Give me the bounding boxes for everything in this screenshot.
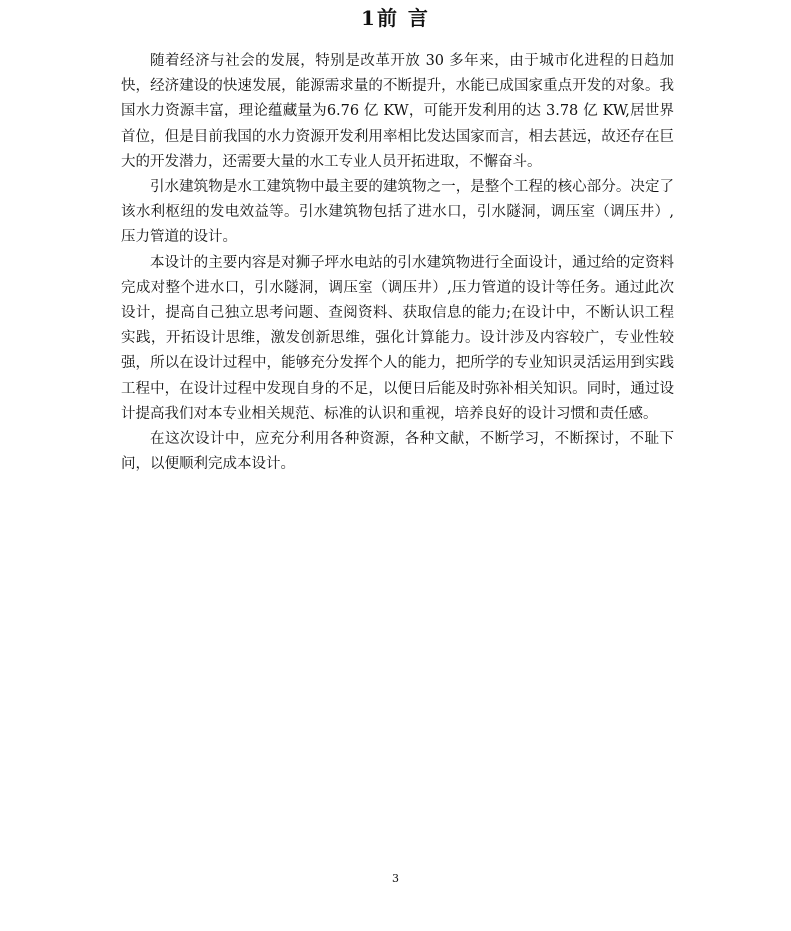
page-number: 3: [392, 872, 399, 885]
paragraph-design-content: 本设计的主要内容是对狮子坪水电站的引水建筑物进行全面设计，通过给的定资料完成对整个进水口，引水隧洞，调压室（调压井）,压力管道的设计等任务。通过此次设计，提高自己独立思考问题、查阅资料、获取信息的能力;在设计中，不断认识工程实践，开拓设计思维，激发创新思维，强化计算能力。设计涉及内容较广，专业性较强，所以在设计过程中，能够充分发挥个人的能力，把所学的专业知识灵活运用到实践工程中，在设计过程中发现自身的不足，以便日后能及时弥补相关知识。同时，通过设计提高我们对本专业相关规范、标准的认识和重视，培养良好的设计习惯和责任感。: [121, 254, 674, 422]
paragraph-diversion-structures: 引水建筑物是水工建筑物中最主要的建筑物之一，是整个工程的核心部分。决定了该水利枢纽的发电效益等。引水建筑物包括了进水口，引水隧洞，调压室（调压井）,压力管道的设计。: [121, 179, 674, 246]
document-body: [121, 49, 674, 477]
paragraph-introduction: 随着经济与社会的发展，特别是改革开放 30 多年来，由于城市化进程的日趋加快，经济建设的快速发展，能源需求量的不断提升，水能已成国家重点开发的对象。我国水力资源丰富，理论蕴藏量为6.76 亿 KW，可能开发利用的达 3.78 亿 KW,居世界首位，但是目前我国的水力资源开发利用率相比发达国家而言，相去甚远，故还存在巨大的开发潜力，还需要大量的水工专业人员开拓进取，不懈奋斗。: [121, 53, 674, 170]
paragraph-closing: 在这次设计中，应充分利用各种资源，各种文献，不断学习，不断探讨，不耻下问，以便顺利完成本设计。: [121, 431, 674, 473]
page-title: 1前 言: [361, 6, 430, 30]
